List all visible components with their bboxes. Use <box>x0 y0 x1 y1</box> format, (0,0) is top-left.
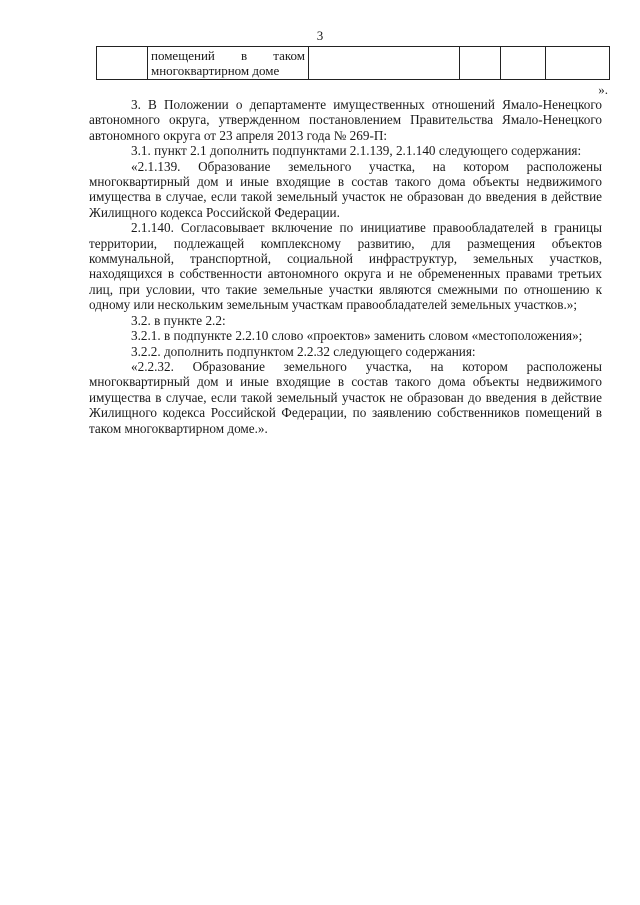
paragraph-3-2-1: 3.2.1. в подпункте 2.2.10 слово «проектов» заменить словом «местоположения»; <box>131 328 583 344</box>
continuation-table <box>96 46 610 80</box>
table-cell-2 <box>148 47 309 80</box>
table-cell-5 <box>501 47 546 80</box>
paragraph-3: 3. В Положении о департаменте имущественных отношений Ямало-Ненецкого автономного округа, утвержденном постановлением Правительства Ямало-Ненецкого автономного округа от 23 апреля 2013 года № 269-П: <box>89 97 602 143</box>
paragraph-3-2: 3.2. в пункте 2.2: <box>131 312 226 328</box>
table-row <box>97 47 610 80</box>
table-cell-4 <box>460 47 501 80</box>
document-body <box>89 97 602 436</box>
paragraph-3-1: 3.1. пункт 2.1 дополнить подпунктами 2.1.139, 2.1.140 следующего содержания: <box>131 143 582 159</box>
paragraph-2-1-139: «2.1.139. Образование земельного участка, на котором расположены многоквартирный дом и иные входящие в состав такого дома объекты недвижимого имущества в случае, если такой земельный участок не образован до введения в действие Жилищного кодекса Российской Федерации. <box>89 158 602 220</box>
table-cell-1 <box>97 47 148 80</box>
closing-quote-mark: ». <box>598 82 608 97</box>
paragraph-3-2-2: 3.2.2. дополнить подпунктом 2.2.32 следующего содержания: <box>131 343 476 359</box>
page-number: 3 <box>316 28 324 43</box>
table-cell-6 <box>546 47 610 80</box>
table-cell-2-line-2: многоквартирном доме <box>151 63 280 78</box>
paragraph-2-2-32: «2.2.32. Образование земельного участка, на котором расположены многоквартирный дом и иные входящие в состав такого дома объекты недвижимого имущества в случае, если такой земельный участок не образован до введения в действие Жилищного кодекса Российской Федерации, по заявлению собственников помещений в таком многоквартирном доме.». <box>89 358 602 436</box>
table-cell-2-line-1: помещений в таком <box>151 48 305 63</box>
table-cell-3 <box>309 47 460 80</box>
paragraph-2-1-140: 2.1.140. Согласовывает включение по инициативе правообладателей в границы территории, подлежащей комплексному развитию, для размещения объектов коммунальной, транспортной, социальной инфраструктур, земельных участков, находящихся в собственности автономного округа и не обремененных правами третьих лиц, при условии, что такие земельные участки являются смежными по отношению к одному или нескольким земельным участкам правообладателей земельных участков.»; <box>89 220 602 313</box>
